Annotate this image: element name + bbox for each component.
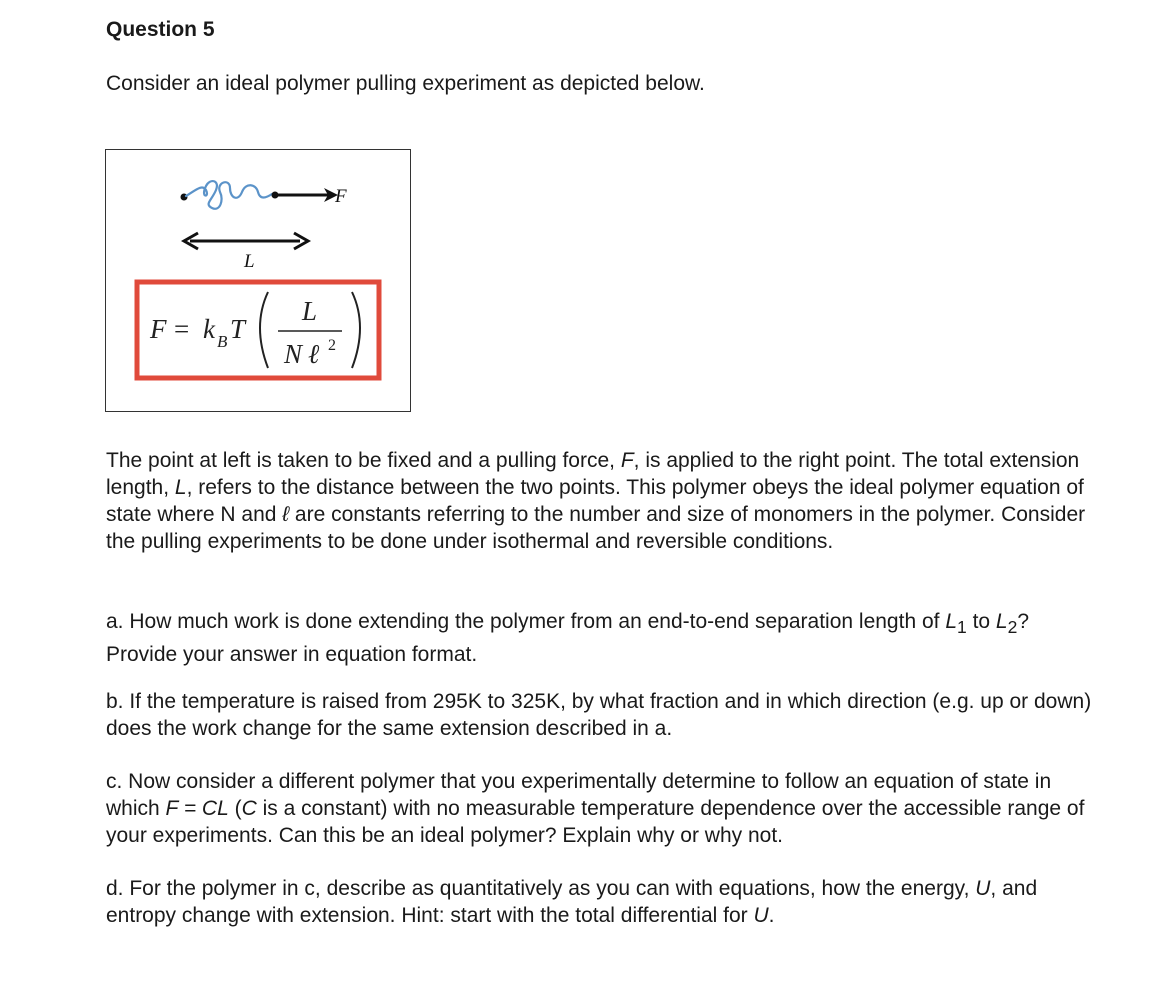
energy-symbol: U bbox=[753, 904, 769, 927]
question-part-c bbox=[106, 768, 1106, 849]
question-intro: Consider an ideal polymer pulling experiment as depicted below. bbox=[106, 72, 705, 95]
ideal-polymer-equation bbox=[149, 292, 360, 369]
pulled-end-point bbox=[272, 192, 279, 199]
text-segment: , is applied to the right point. The total extension length, bbox=[106, 449, 1080, 499]
text-segment: d. For the polymer in c, describe as quantitatively as you can with equations, how the energy, bbox=[106, 877, 976, 900]
equation-den-N: N bbox=[284, 339, 303, 369]
text-segment: are constants referring to the number and size of monomers in the polymer. Consider the pulling experiments to be done under isothermal and reversible conditions. bbox=[106, 503, 1086, 553]
text-segment: The point at left is taken to be fixed and a pulling force, bbox=[106, 449, 621, 472]
ell-symbol: ℓ bbox=[282, 503, 290, 526]
question-part-a bbox=[106, 608, 1106, 668]
question-part-d bbox=[106, 875, 1106, 929]
equation-numerator: L bbox=[302, 296, 318, 326]
text-segment: b. If the temperature is raised from 295K to 325K, by what fraction and in which direction (e.g. up or down) does the work change for the same extension described in a. bbox=[106, 690, 1092, 740]
polymer-figure bbox=[105, 149, 411, 412]
length-label: L bbox=[244, 251, 255, 272]
equation-k-subscript: B bbox=[217, 332, 228, 351]
equation-den-ell: ℓ bbox=[308, 339, 320, 369]
equation-left-paren bbox=[260, 292, 268, 368]
equation-right-paren bbox=[352, 292, 360, 368]
polymer-chain bbox=[186, 181, 272, 209]
equation-of-state: F = CL bbox=[165, 797, 229, 820]
force-label: F bbox=[335, 186, 347, 207]
length-symbol: L bbox=[174, 476, 187, 499]
text-segment: ? Provide your answer in equation format. bbox=[106, 610, 1030, 667]
question-part-b bbox=[106, 688, 1106, 742]
text-segment: is a constant) with no measurable temperature dependence over the accessible range of your experiments. Can this be an ideal polymer? Explain why or why not. bbox=[106, 797, 1085, 847]
equation-equals: = bbox=[174, 314, 190, 344]
text-segment: a. How much work is done extending the polymer from an end-to-end separation length of bbox=[106, 610, 946, 633]
problem-description bbox=[106, 447, 1106, 555]
L1-symbol: L bbox=[945, 610, 957, 633]
constant-symbol: C bbox=[241, 797, 257, 820]
L2-symbol: L bbox=[995, 610, 1008, 633]
equation-lhs: F bbox=[150, 314, 167, 344]
L1-subscript: 1 bbox=[957, 617, 967, 638]
text-segment: , and entropy change with extension. Hint: start with the total differential for bbox=[106, 877, 1038, 927]
text-segment: ( bbox=[228, 797, 242, 820]
equation-k: k bbox=[203, 314, 215, 344]
equation-T: T bbox=[230, 314, 246, 344]
equation-den-exponent: 2 bbox=[328, 337, 336, 354]
L2-subscript: 2 bbox=[1007, 617, 1018, 638]
force-symbol: F bbox=[620, 449, 634, 472]
text-segment: . bbox=[768, 904, 775, 927]
text-segment: c. Now consider a different polymer that you experimentally determine to follow an equation of state in which bbox=[106, 770, 1052, 820]
text-segment: to bbox=[966, 610, 996, 633]
question-title: Question 5 bbox=[106, 18, 215, 41]
polymer-diagram bbox=[106, 150, 412, 413]
energy-symbol: U bbox=[975, 877, 991, 900]
text-segment: , refers to the distance between the two points. This polymer obeys the ideal polymer equation of state where N and bbox=[106, 476, 1084, 526]
